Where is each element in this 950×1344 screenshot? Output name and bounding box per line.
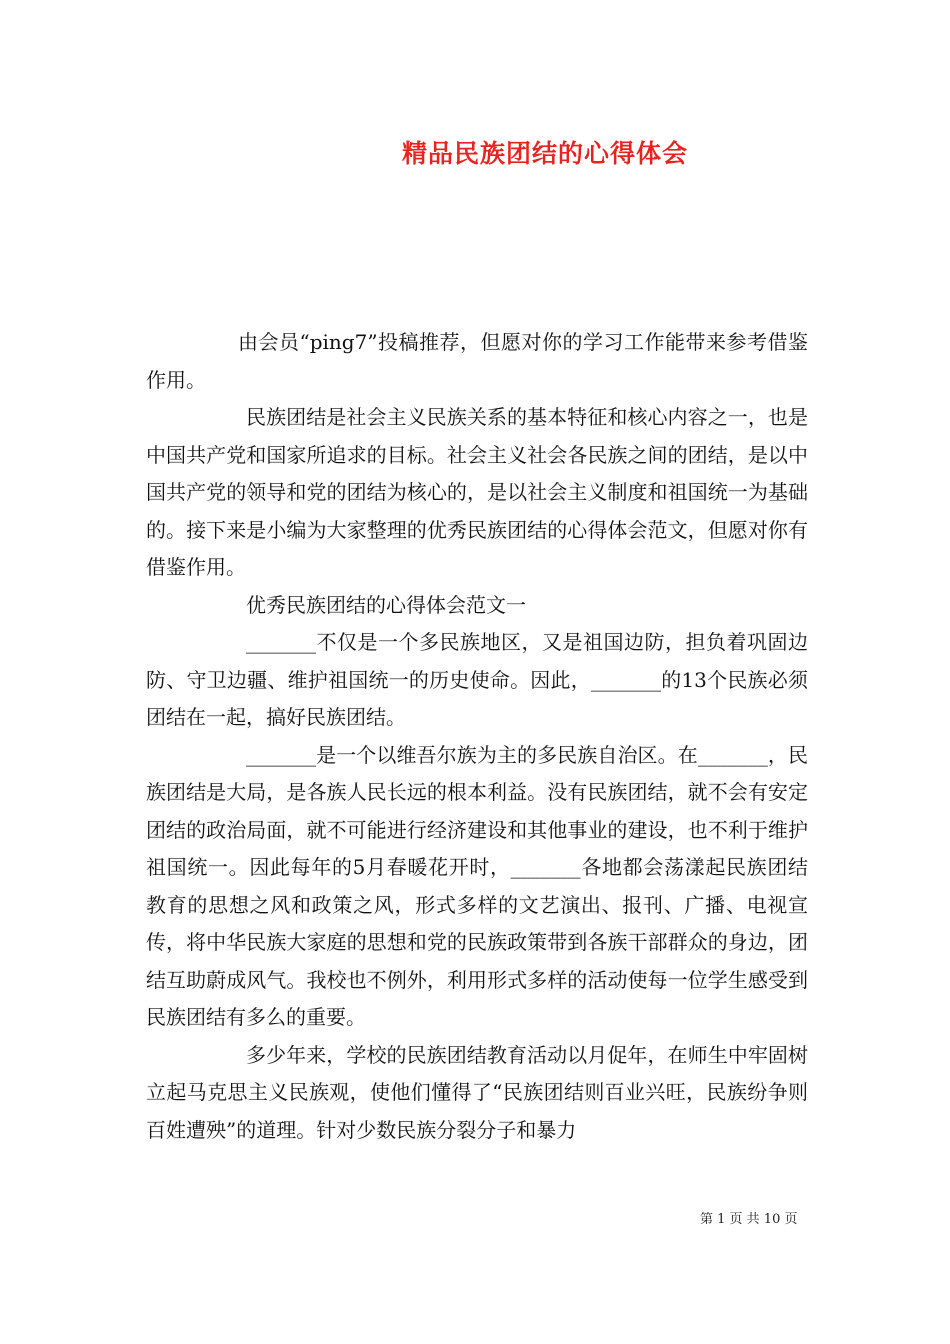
paragraph-body: _______是一个以维吾尔族为主的多民族自治区。在_______，民族团结是大局，是各族人民长远的根本利益。没有民族团结，就不会有安定团结的政治局面，就不可能进行经济建设和其他事业的建设，也不利于维护祖国统一。因此每年的5月春暖花开时，_______各地都会荡漾起民族团结教育的思想之风和政策之风，形式多样的文艺演出、报刊、广播、电视宣传，将中华民族大家庭的思想和党的民族政策带到各族干部群众的身边，团结互助蔚成风气。我校也不例外，利用形式多样的活动使每一位学生感受到民族团结有多么的重要。 [146, 742, 808, 1029]
paragraph-body: _______不仅是一个多民族地区，又是祖国边防，担负着巩固边防、守卫边疆、维护祖国统一的历史使命。因此，_______的13个民族必须团结在一起，搞好民族团结。 [146, 630, 808, 729]
section-heading: 优秀民族团结的心得体会范文一 [246, 592, 526, 617]
document-title: 精品民族团结的心得体会 [401, 139, 688, 168]
paragraph-intro: 由会员“ping7”投稿推荐，但愿对你的学习工作能带来参考借鉴作用。 [146, 330, 808, 392]
page-number-footer: 第 1 页 共 10 页 [700, 1212, 798, 1227]
document-body [146, 324, 808, 1149]
paragraph-body: 多少年来，学校的民族团结教育活动以月促年，在师生中牢固树立起马克思主义民族观，使他们懂得了“民族团结则百业兴旺，民族纷争则百姓遭殃”的道理。针对少数民族分裂分子和暴力 [146, 1042, 808, 1142]
paragraph-overview: 民族团结是社会主义民族关系的基本特征和核心内容之一，也是中国共产党和国家所追求的目标。社会主义社会各民族之间的团结，是以中国共产党的领导和党的团结为核心的，是以社会主义制度和祖国统一为基础的。接下来是小编为大家整理的优秀民族团结的心得体会范文，但愿对你有借鉴作用。 [146, 405, 808, 579]
